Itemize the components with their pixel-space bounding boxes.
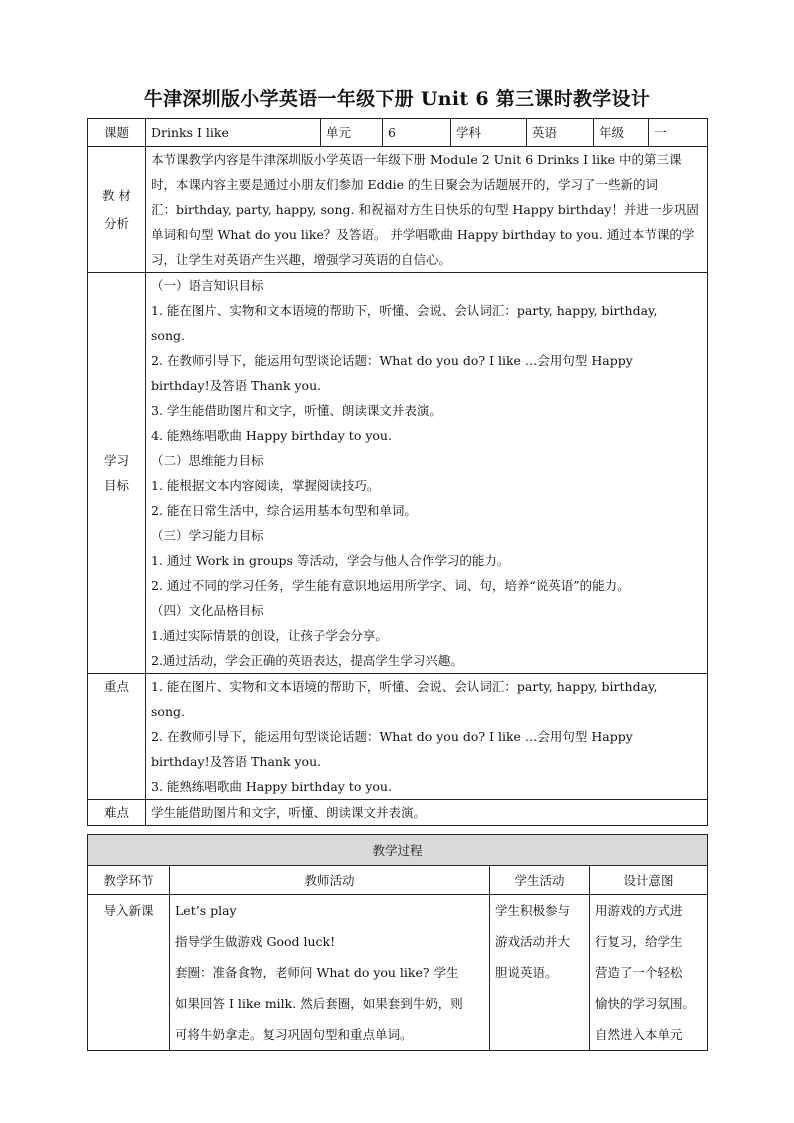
goal-line: 2. 在教师引导下，能运用句型谈论话题：What do you do? I like …会用句型 Happy <box>151 353 633 368</box>
teacher-line: Let’s play <box>175 903 237 918</box>
topic-value: Drinks I like <box>146 119 321 147</box>
process-header: 教学过程 <box>88 835 708 866</box>
process-table <box>87 834 708 1051</box>
student-line: 游戏活动并大 <box>495 934 571 949</box>
teacher-line: 可将牛奶拿走。复习巩固句型和重点单词。 <box>175 1027 413 1042</box>
table-row <box>88 895 708 1051</box>
goal-line: （二）思维能力目标 <box>151 453 264 468</box>
intent-line: 自然进入本单元 <box>595 1027 683 1042</box>
goal-line: 2. 能在日常生活中，综合运用基本句型和单词。 <box>151 503 417 518</box>
teacher-activity-cell <box>170 895 490 1051</box>
topic-label: 课题 <box>88 119 146 147</box>
stage-cell: 导入新课 <box>88 895 170 1051</box>
goal-line: 1.通过实际情景的创设，让孩子学会分享。 <box>151 628 388 643</box>
teacher-line: 指导学生做游戏 Good luck! <box>175 934 336 949</box>
goal-line: 1. 能在图片、实物和文本语境的帮助下，听懂、会说、会认词汇：party, happy, birthday, <box>151 303 658 318</box>
key-point-line: 1. 能在图片、实物和文本语境的帮助下，听懂、会说、会认词汇：party, happy, birthday, <box>151 679 658 694</box>
goals-text <box>146 273 708 674</box>
process-column-headers <box>88 866 708 895</box>
analysis-line: 习，让学生对英语产生兴趣，增强学习英语的自信心。 <box>151 252 452 267</box>
page-title: 牛津深圳版小学英语一年级下册 Unit 6 第三课时教学设计 <box>143 88 651 110</box>
goal-line: 3. 学生能借助图片和文字，听懂、朗读课文并表演。 <box>151 403 442 418</box>
goal-line: （四）文化品格目标 <box>151 603 264 618</box>
column-header-stage: 教学环节 <box>88 866 170 895</box>
key-point-line: song. <box>151 704 185 719</box>
difficulties-text: 学生能借助图片和文字，听懂、朗读课文并表演。 <box>146 800 708 826</box>
unit-label: 单元 <box>321 119 383 147</box>
lesson-plan-table <box>87 118 708 826</box>
key-point-line: birthday!及答语 Thank you. <box>151 754 322 769</box>
goal-line: 1. 能根据文本内容阅读，掌握阅读技巧。 <box>151 478 380 493</box>
student-line: 学生积极参与 <box>495 903 571 918</box>
analysis-line: 时，本课内容主要是通过小朋友们参加 Eddie 的生日聚会为话题展开的，学习了一些新的词 <box>151 177 658 192</box>
intent-line: 行复习，给学生 <box>595 934 683 949</box>
goal-line: 4. 能熟练唱歌曲 Happy birthday to you. <box>151 428 392 443</box>
goal-line: （一）语言知识目标 <box>151 278 264 293</box>
info-row <box>88 119 708 147</box>
teacher-line: 如果回答 I like milk. 然后套圈，如果套到牛奶，则 <box>175 996 463 1011</box>
difficulties-row <box>88 800 708 826</box>
intent-line: 营造了一个轻松 <box>595 965 683 980</box>
student-activity-cell <box>490 895 590 1051</box>
teacher-line: 套圈：准备食物，老师问 What do you like? 学生 <box>175 965 459 980</box>
analysis-label: 教 材 分析 <box>88 147 146 273</box>
key-points-text <box>146 674 708 800</box>
goal-line: （三）学习能力目标 <box>151 528 264 543</box>
goal-line: birthday!及答语 Thank you. <box>151 378 322 393</box>
goals-label: 学习 目标 <box>88 273 146 674</box>
student-line: 胆说英语。 <box>495 965 558 980</box>
grade-value: 一 <box>649 119 708 147</box>
unit-value: 6 <box>383 119 451 147</box>
column-header-intent: 设计意图 <box>590 866 708 895</box>
design-intent-cell <box>590 895 708 1051</box>
goal-line: 2.通过活动，学会正确的英语表达，提高学生学习兴趣。 <box>151 653 463 668</box>
subject-value: 英语 <box>527 119 594 147</box>
page-bottom-margin <box>0 1054 794 1123</box>
grade-label: 年级 <box>594 119 649 147</box>
column-header-student: 学生活动 <box>490 866 590 895</box>
goal-line: 1. 通过 Work in groups 等活动，学会与他人合作学习的能力。 <box>151 553 510 568</box>
analysis-row <box>88 147 708 273</box>
key-points-row <box>88 674 708 800</box>
analysis-line: 单词和句型 What do you like？及答语。 并学唱歌曲 Happy birthday to you. 通过本节课的学 <box>151 227 695 242</box>
intent-line: 愉快的学习氛围。 <box>595 996 696 1011</box>
key-points-label: 重点 <box>88 674 146 800</box>
column-header-teacher: 教师活动 <box>170 866 490 895</box>
key-point-line: 3. 能熟练唱歌曲 Happy birthday to you. <box>151 779 392 794</box>
analysis-line: 汇：birthday, party, happy, song. 和祝福对方生日快乐的句型 Happy birthday！并进一步巩固 <box>151 202 699 217</box>
subject-label: 学科 <box>451 119 527 147</box>
goal-line: song. <box>151 328 185 343</box>
analysis-text <box>146 147 708 273</box>
goal-line: 2. 通过不同的学习任务，学生能有意识地运用所学字、词、句，培养“说英语”的能力。 <box>151 578 630 593</box>
goals-row <box>88 273 708 674</box>
analysis-line: 本节课教学内容是牛津深圳版小学英语一年级下册 Module 2 Unit 6 Drinks I like 中的第三课 <box>151 152 682 167</box>
key-point-line: 2. 在教师引导下，能运用句型谈论话题：What do you do? I like …会用句型 Happy <box>151 729 633 744</box>
intent-line: 用游戏的方式进 <box>595 903 683 918</box>
difficulties-label: 难点 <box>88 800 146 826</box>
